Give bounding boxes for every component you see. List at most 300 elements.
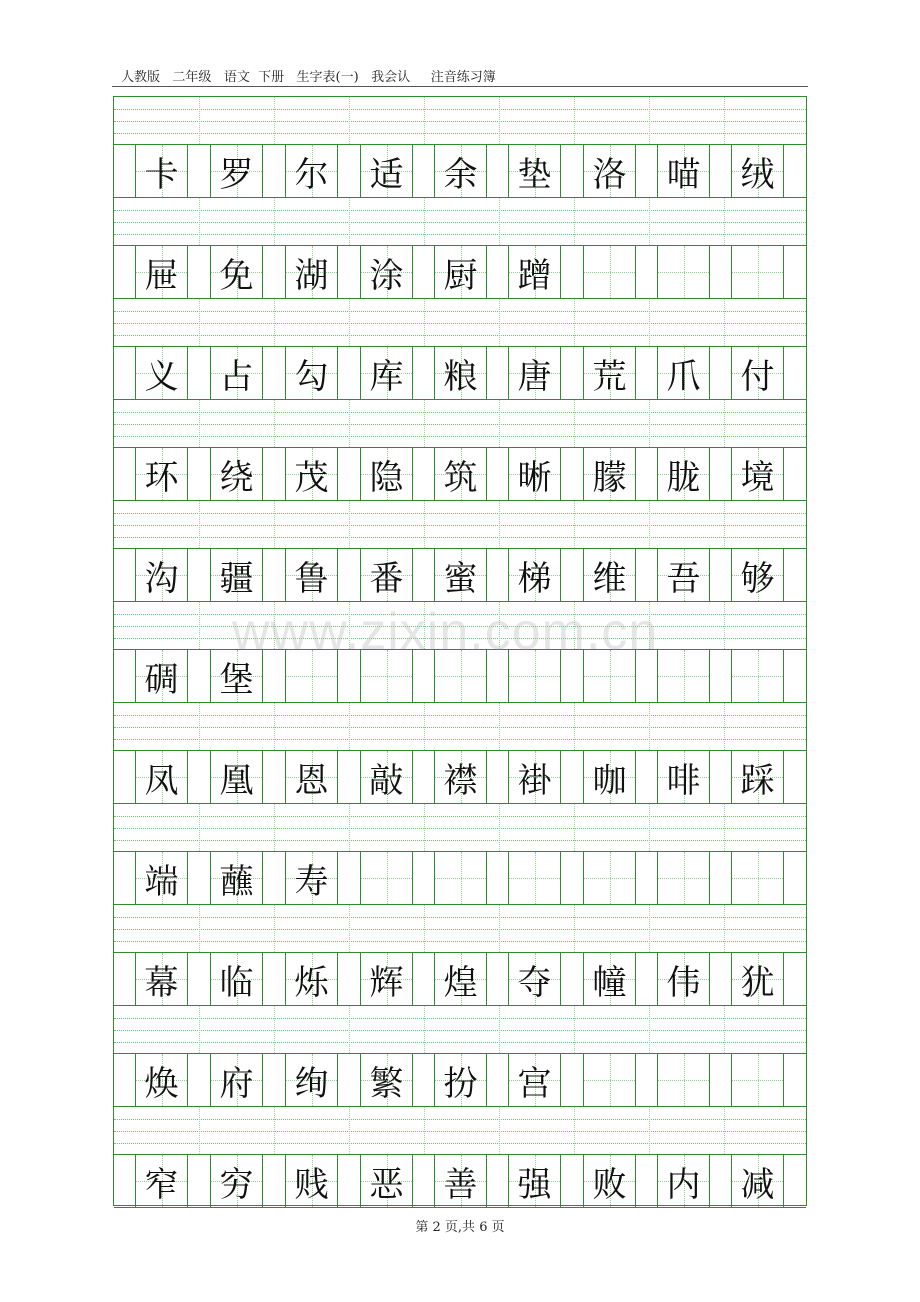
character-cell xyxy=(135,751,188,803)
character: 屉 xyxy=(144,255,179,296)
character: 繁 xyxy=(369,1063,404,1104)
character-cell xyxy=(135,448,188,500)
pinyin-divider xyxy=(649,97,650,144)
character-cell xyxy=(135,852,188,904)
character: 恶 xyxy=(369,1164,404,1205)
character-cell xyxy=(434,1054,487,1106)
pinyin-guide-line xyxy=(114,234,806,235)
pinyin-divider xyxy=(649,400,650,447)
character: 免 xyxy=(219,255,254,296)
character xyxy=(435,852,486,904)
character: 绒 xyxy=(740,154,775,195)
character: 败 xyxy=(592,1164,627,1205)
character-cell xyxy=(285,347,338,399)
character-cell xyxy=(657,953,710,1005)
character-cell xyxy=(360,751,413,803)
character-row xyxy=(114,549,806,602)
header-rule xyxy=(112,86,808,87)
pinyin-divider xyxy=(574,299,575,346)
character-cell xyxy=(135,953,188,1005)
character: 隐 xyxy=(369,457,404,498)
character-cell xyxy=(434,549,487,601)
pinyin-divider xyxy=(424,905,425,952)
character-row xyxy=(114,1155,806,1208)
character-cell xyxy=(434,953,487,1005)
pinyin-divider xyxy=(349,905,350,952)
pinyin-divider xyxy=(724,804,725,851)
character: 强 xyxy=(517,1164,552,1205)
pinyin-divider xyxy=(424,1006,425,1053)
pinyin-guide-line xyxy=(114,1119,806,1120)
pinyin-divider xyxy=(199,804,200,851)
character-cell xyxy=(210,751,263,803)
pinyin-divider xyxy=(274,703,275,750)
character-cell xyxy=(434,347,487,399)
character: 茂 xyxy=(294,457,329,498)
character: 烁 xyxy=(294,962,329,1003)
pinyin-divider xyxy=(199,501,200,548)
pinyin-divider xyxy=(199,1107,200,1154)
character xyxy=(658,1054,709,1106)
character-cell xyxy=(135,347,188,399)
character xyxy=(658,246,709,298)
character-cell xyxy=(360,953,413,1005)
pinyin-divider xyxy=(499,905,500,952)
character-row xyxy=(114,448,806,501)
pinyin-divider xyxy=(199,602,200,649)
character-cell xyxy=(210,448,263,500)
pinyin-divider xyxy=(574,501,575,548)
character: 啡 xyxy=(666,760,701,801)
pinyin-divider xyxy=(649,299,650,346)
watermark: www.zixin.com.cn xyxy=(232,603,659,661)
character-cell xyxy=(583,1054,636,1106)
pinyin-divider xyxy=(424,1107,425,1154)
pinyin-divider xyxy=(499,1107,500,1154)
character-cell xyxy=(360,1155,413,1207)
pinyin-row xyxy=(114,703,806,751)
character: 穷 xyxy=(219,1164,254,1205)
character-cell xyxy=(657,1054,710,1106)
pinyin-guide-line xyxy=(114,513,806,514)
pinyin-divider xyxy=(349,804,350,851)
pinyin-divider xyxy=(199,1006,200,1053)
character: 适 xyxy=(369,154,404,195)
pinyin-divider xyxy=(349,501,350,548)
pinyin-divider xyxy=(649,1107,650,1154)
character: 罗 xyxy=(219,154,254,195)
character: 义 xyxy=(144,356,179,397)
character: 番 xyxy=(369,558,404,599)
character-cell xyxy=(360,549,413,601)
character: 绕 xyxy=(219,457,254,498)
character: 湖 xyxy=(294,255,329,296)
pinyin-divider xyxy=(724,602,725,649)
character-cell xyxy=(210,347,263,399)
pinyin-divider xyxy=(574,1006,575,1053)
character xyxy=(584,852,635,904)
character xyxy=(732,1054,783,1106)
pinyin-divider xyxy=(199,97,200,144)
character xyxy=(658,852,709,904)
pinyin-divider xyxy=(199,400,200,447)
pinyin-row xyxy=(114,905,806,953)
character-cell xyxy=(583,1155,636,1207)
pinyin-divider xyxy=(274,1107,275,1154)
pinyin-row xyxy=(114,1006,806,1054)
character-cell xyxy=(657,549,710,601)
pinyin-divider xyxy=(199,905,200,952)
character-cell xyxy=(285,953,338,1005)
character-cell xyxy=(210,953,263,1005)
character-row xyxy=(114,347,806,400)
character-cell xyxy=(583,448,636,500)
character-row xyxy=(114,246,806,299)
pinyin-guide-line xyxy=(114,941,806,942)
pinyin-divider xyxy=(724,501,725,548)
character: 内 xyxy=(666,1164,701,1205)
character: 幕 xyxy=(144,962,179,1003)
character-cell xyxy=(508,347,561,399)
character-cell xyxy=(285,1054,338,1106)
pinyin-divider xyxy=(574,804,575,851)
character-cell xyxy=(135,1054,188,1106)
pinyin-divider xyxy=(499,703,500,750)
pinyin-divider xyxy=(424,400,425,447)
pinyin-divider xyxy=(199,299,200,346)
character: 辉 xyxy=(369,962,404,1003)
character: 扮 xyxy=(443,1063,478,1104)
pinyin-guide-line xyxy=(114,840,806,841)
character xyxy=(361,852,412,904)
character-cell xyxy=(434,751,487,803)
pinyin-divider xyxy=(574,703,575,750)
character-cell xyxy=(731,650,784,702)
pinyin-divider xyxy=(274,97,275,144)
character-cell xyxy=(210,1155,263,1207)
pinyin-guide-line xyxy=(114,727,806,728)
pinyin-divider xyxy=(349,299,350,346)
pinyin-divider xyxy=(724,1006,725,1053)
pinyin-divider xyxy=(574,905,575,952)
pinyin-guide-line xyxy=(114,816,806,817)
pinyin-guide-line xyxy=(114,1042,806,1043)
pinyin-divider xyxy=(199,198,200,245)
pinyin-divider xyxy=(274,299,275,346)
pinyin-guide-line xyxy=(114,1018,806,1019)
pinyin-divider xyxy=(649,501,650,548)
pinyin-guide-line xyxy=(114,210,806,211)
character-cell xyxy=(285,549,338,601)
character xyxy=(732,650,783,702)
pinyin-divider xyxy=(274,1006,275,1053)
character: 余 xyxy=(443,154,478,195)
character: 筑 xyxy=(443,457,478,498)
character: 堡 xyxy=(219,659,254,700)
pinyin-guide-line xyxy=(114,828,806,829)
character-cell xyxy=(135,1155,188,1207)
character: 唐 xyxy=(517,356,552,397)
pinyin-row xyxy=(114,97,806,145)
character: 境 xyxy=(740,457,775,498)
character: 晰 xyxy=(517,457,552,498)
character: 厨 xyxy=(443,255,478,296)
character: 端 xyxy=(144,861,179,902)
character: 蹭 xyxy=(517,255,552,296)
pinyin-divider xyxy=(499,1006,500,1053)
character: 窄 xyxy=(144,1164,179,1205)
character-cell xyxy=(360,852,413,904)
character: 尔 xyxy=(294,154,329,195)
character-cell xyxy=(583,246,636,298)
character-cell xyxy=(731,751,784,803)
character-cell xyxy=(508,246,561,298)
pinyin-divider xyxy=(499,400,500,447)
character: 凤 xyxy=(144,760,179,801)
pinyin-divider xyxy=(724,1107,725,1154)
pinyin-divider xyxy=(649,703,650,750)
pinyin-divider xyxy=(274,198,275,245)
pinyin-divider xyxy=(424,703,425,750)
character-cell xyxy=(360,246,413,298)
character: 环 xyxy=(144,457,179,498)
character: 付 xyxy=(740,356,775,397)
character: 咖 xyxy=(592,760,627,801)
character-cell xyxy=(434,246,487,298)
character-cell xyxy=(285,145,338,197)
character: 夺 xyxy=(517,962,552,1003)
pinyin-row xyxy=(114,299,806,347)
character: 卡 xyxy=(144,154,179,195)
character-cell xyxy=(583,145,636,197)
character: 绚 xyxy=(294,1063,329,1104)
character: 蜜 xyxy=(443,558,478,599)
pinyin-guide-line xyxy=(114,335,806,336)
character-cell xyxy=(210,246,263,298)
character-cell xyxy=(731,145,784,197)
pinyin-guide-line xyxy=(114,222,806,223)
pinyin-guide-line xyxy=(114,1030,806,1031)
pinyin-divider xyxy=(274,804,275,851)
pinyin-divider xyxy=(574,97,575,144)
character-cell xyxy=(583,953,636,1005)
character-cell xyxy=(434,145,487,197)
pinyin-guide-line xyxy=(114,1131,806,1132)
character-cell xyxy=(285,751,338,803)
pinyin-divider xyxy=(724,703,725,750)
pinyin-divider xyxy=(424,299,425,346)
character-cell xyxy=(583,549,636,601)
character-cell xyxy=(285,1155,338,1207)
character: 宫 xyxy=(517,1063,552,1104)
pinyin-divider xyxy=(649,1006,650,1053)
character-cell xyxy=(508,145,561,197)
character: 碉 xyxy=(144,659,179,700)
character: 临 xyxy=(219,962,254,1003)
character: 粮 xyxy=(443,356,478,397)
character: 勾 xyxy=(294,356,329,397)
character-cell xyxy=(360,347,413,399)
character: 吾 xyxy=(666,558,701,599)
character: 胧 xyxy=(666,457,701,498)
pinyin-divider xyxy=(349,400,350,447)
character-cell xyxy=(657,347,710,399)
header-section: 我会认 xyxy=(371,70,411,85)
pinyin-row xyxy=(114,198,806,246)
header-table: 生字表(一) xyxy=(296,70,359,85)
character-cell xyxy=(210,852,263,904)
character: 鲁 xyxy=(294,558,329,599)
pinyin-divider xyxy=(649,804,650,851)
character-cell xyxy=(731,246,784,298)
character-cell xyxy=(731,1155,784,1207)
character-cell xyxy=(434,852,487,904)
pinyin-guide-line xyxy=(114,739,806,740)
character: 恩 xyxy=(294,760,329,801)
pinyin-divider xyxy=(349,97,350,144)
pinyin-guide-line xyxy=(114,436,806,437)
pinyin-divider xyxy=(424,501,425,548)
pinyin-divider xyxy=(349,198,350,245)
pinyin-divider xyxy=(424,804,425,851)
character-cell xyxy=(135,650,188,702)
character-cell xyxy=(508,953,561,1005)
character-row xyxy=(114,953,806,1006)
character-cell xyxy=(731,1054,784,1106)
character: 爪 xyxy=(666,356,701,397)
character xyxy=(658,650,709,702)
character: 占 xyxy=(219,356,254,397)
character-cell xyxy=(731,549,784,601)
character: 沟 xyxy=(144,558,179,599)
pinyin-divider xyxy=(199,703,200,750)
pinyin-divider xyxy=(349,1006,350,1053)
character xyxy=(509,852,560,904)
pinyin-divider xyxy=(499,198,500,245)
character: 踩 xyxy=(740,760,775,801)
character: 梯 xyxy=(517,558,552,599)
character-cell xyxy=(657,650,710,702)
pinyin-divider xyxy=(724,905,725,952)
pinyin-divider xyxy=(574,400,575,447)
character: 朦 xyxy=(592,457,627,498)
pinyin-divider xyxy=(274,905,275,952)
character-cell xyxy=(657,448,710,500)
character xyxy=(732,852,783,904)
header-subject: 语文 xyxy=(223,70,250,85)
character: 焕 xyxy=(144,1063,179,1104)
character-cell xyxy=(285,852,338,904)
character: 减 xyxy=(740,1164,775,1205)
pinyin-divider xyxy=(499,804,500,851)
character: 犹 xyxy=(740,962,775,1003)
character-cell xyxy=(583,347,636,399)
pinyin-guide-line xyxy=(114,412,806,413)
pinyin-divider xyxy=(274,400,275,447)
pinyin-guide-line xyxy=(114,311,806,312)
header-edition: 人教版 xyxy=(121,70,161,85)
character: 够 xyxy=(740,558,775,599)
character-cell xyxy=(360,1054,413,1106)
character-cell xyxy=(657,1155,710,1207)
character-cell xyxy=(285,448,338,500)
pinyin-divider xyxy=(724,198,725,245)
character-cell xyxy=(657,751,710,803)
pinyin-guide-line xyxy=(114,1143,806,1144)
character-row xyxy=(114,852,806,905)
character: 荒 xyxy=(592,356,627,397)
page-header xyxy=(121,66,496,85)
character-cell xyxy=(360,448,413,500)
character-row xyxy=(114,145,806,198)
pinyin-guide-line xyxy=(114,109,806,110)
character-cell xyxy=(434,448,487,500)
pinyin-guide-line xyxy=(114,917,806,918)
character-cell xyxy=(731,448,784,500)
character-cell xyxy=(210,1054,263,1106)
pinyin-divider xyxy=(349,1107,350,1154)
header-volume: 下册 xyxy=(258,70,285,85)
character xyxy=(732,246,783,298)
character-cell xyxy=(434,1155,487,1207)
character: 喵 xyxy=(666,154,701,195)
page-footer: 第 2 页,共 6 页 xyxy=(415,1220,505,1235)
pinyin-divider xyxy=(499,299,500,346)
character: 寿 xyxy=(294,861,329,902)
character-cell xyxy=(508,448,561,500)
character: 涂 xyxy=(369,255,404,296)
pinyin-divider xyxy=(724,299,725,346)
character xyxy=(584,246,635,298)
character-cell xyxy=(657,145,710,197)
character-cell xyxy=(135,145,188,197)
pinyin-divider xyxy=(349,703,350,750)
pinyin-divider xyxy=(274,501,275,548)
character-cell xyxy=(210,549,263,601)
pinyin-guide-line xyxy=(114,424,806,425)
pinyin-divider xyxy=(424,97,425,144)
character-cell xyxy=(731,953,784,1005)
character: 维 xyxy=(592,558,627,599)
pinyin-guide-line xyxy=(114,929,806,930)
pinyin-divider xyxy=(649,198,650,245)
character-cell xyxy=(508,549,561,601)
character-cell xyxy=(731,347,784,399)
pinyin-guide-line xyxy=(114,537,806,538)
pinyin-divider xyxy=(574,198,575,245)
pinyin-guide-line xyxy=(114,715,806,716)
character-cell xyxy=(135,549,188,601)
character: 库 xyxy=(369,356,404,397)
character-cell xyxy=(657,852,710,904)
character: 煌 xyxy=(443,962,478,1003)
character: 垫 xyxy=(517,154,552,195)
character: 府 xyxy=(219,1063,254,1104)
header-grade: 二年级 xyxy=(172,70,212,85)
character: 疆 xyxy=(219,558,254,599)
character: 褂 xyxy=(517,760,552,801)
character: 伟 xyxy=(666,962,701,1003)
character-cell xyxy=(657,246,710,298)
character-cell xyxy=(508,1054,561,1106)
pinyin-divider xyxy=(724,97,725,144)
character-cell xyxy=(135,246,188,298)
pinyin-guide-line xyxy=(114,133,806,134)
character-cell xyxy=(285,246,338,298)
pinyin-divider xyxy=(649,905,650,952)
character-cell xyxy=(583,751,636,803)
character: 凰 xyxy=(219,760,254,801)
